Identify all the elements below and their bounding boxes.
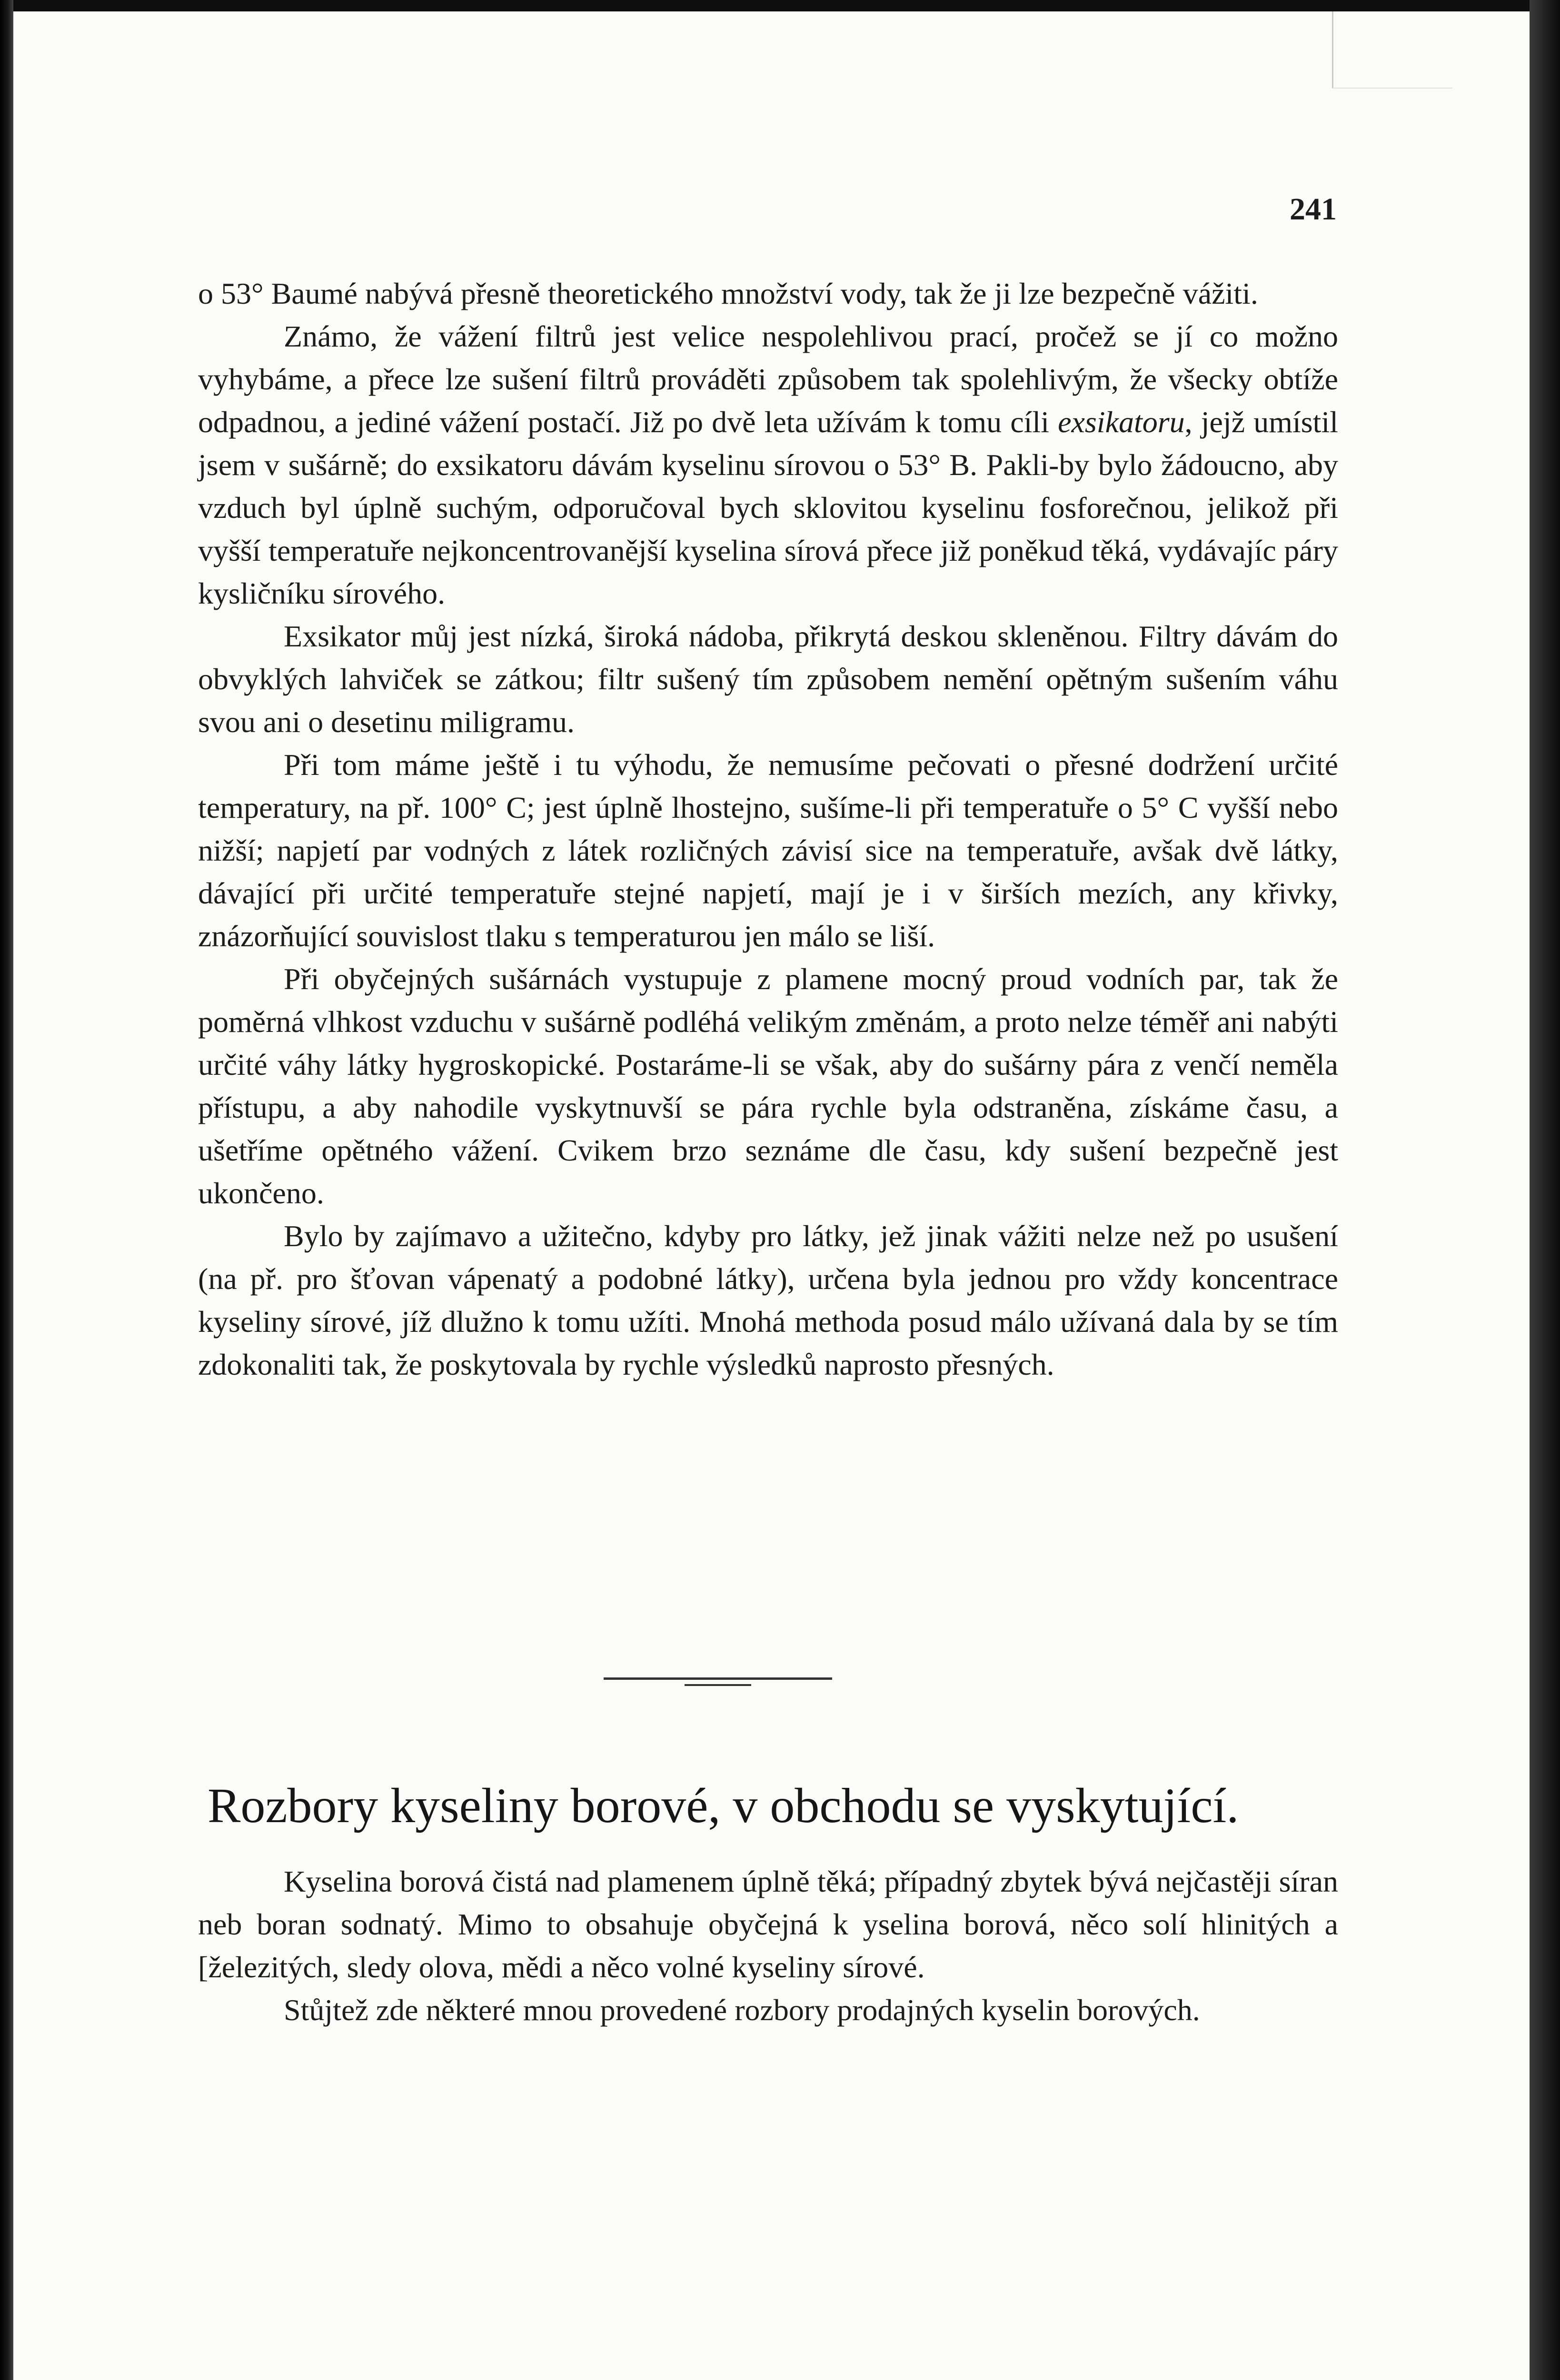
- section-divider: [604, 1673, 832, 1692]
- book-spine-shadow: [0, 0, 13, 2380]
- section-heading: Rozbory kyseliny borové, v obchodu se vyskytující.: [208, 1778, 1239, 1833]
- paragraph-exsikator: Exsikator můj jest nízká, široká nádoba, přikrytá deskou skleněnou. Filtry dávám do obvyklých lahviček se zátkou; filtr sušený tím způsobem nemění opětným sušením váhu svou ani o desetinu miligramu.: [198, 619, 1338, 739]
- paragraph-temperature: Při tom máme ještě i tu výhodu, že nemusíme pečovati o přesné dodržení určité temperatury, na př. 100° C; jest úplně lhostejno, sušíme-li při temperatuře o 5° C vyšší nebo nižší; napjetí par vodných z látek rozličných závisí sice na temperatuře, avšak dvě látky, dávající při určité temperatuře stejné napjetí, mají je i v širších mezích, any křivky, znázorňující souvislost tlaku s temperaturou jen málo se liší.: [198, 748, 1338, 953]
- paragraph-text: , jejž umístil jsem v sušárně; do exsikatoru dávám kyselinu sírovou o 53° B. Pakli-by bylo žádoucno, aby vzduch byl úplně suchým, odporučoval bych sklovitou kyselinu fosforečnou, jelikož při vyšší temperatuře nejkoncentrovanější kyselina sírová přece již poněkud těká, vydávajíc páry kysličníku sírového.: [198, 405, 1339, 610]
- page-number: 241: [1290, 192, 1337, 227]
- corner-mark: [1332, 11, 1452, 89]
- paragraph-drying-ovens: Při obyčejných sušárnách vystupuje z plamene mocný proud vodních par, tak že poměrná vlhkost vzduchu v sušárně podléhá velikým změnám, a proto nelze téměř ani nabýti určité váhy látky hygroskopické. Postaráme-li se však, aby do sušárny pára z venčí neměla přístupu, a aby nahodile vyskytnuvší se pára rychle byla odstraněna, získáme času, a ušetříme opětného vážení. Cvikem brzo seznáme dle času, kdy sušení bezpečně jest ukončeno.: [198, 962, 1338, 1210]
- paragraph-continuation: o 53° Baumé nabývá přesně theoretického množství vody, tak že ji lze bezpečně vážiti.: [198, 277, 1258, 310]
- section-text: [198, 1860, 1338, 2032]
- emphasis-exsikatoru: exsikatoru: [1058, 405, 1185, 439]
- page-edge-shadow: [1530, 0, 1560, 2380]
- paragraph-analyses: Stůjtež zde některé mnou provedené rozbory prodajných kyselin borových.: [284, 1993, 1200, 2027]
- paragraph-boric-acid: Kyselina borová čistá nad plamenem úplně těká; případný zbytek bývá nejčastěji síran neb boran sodnatý. Mimo to obsahuje obyčejná k yselina borová, něco solí hlinitých a [železitých, sledy olova, mědi a něco volné kyseliny sírové.: [198, 1864, 1338, 1984]
- divider-line: [604, 1677, 832, 1680]
- paragraph-conclusion: Bylo by zajímavo a užitečno, kdyby pro látky, jež jinak vážiti nelze než po usušení (na př. pro šťovan vápenatý a podobné látky), určena byla jednou pro vždy koncentrace kyseliny sírové, jíž dlužno k tomu užíti. Mnohá methoda posud málo užívaná dala by se tím zdokonaliti tak, že poskytovala by rychle výsledků naprosto přesných.: [198, 1219, 1338, 1381]
- paragraph-filters: [198, 315, 1338, 615]
- divider-line-short: [685, 1684, 751, 1686]
- paragraph-text: Známo, že vážení filtrů jest velice nespolehlivou prací, pročež se jí co možno vyhybáme, a přece lze sušení filtrů prováděti způsobem tak spolehlivým, že všecky obtíže odpadnou, a jediné vážení postačí. Již po dvě leta užívám k tomu cíli: [198, 319, 1338, 439]
- book-page: [13, 11, 1530, 2380]
- main-text: [198, 272, 1338, 1386]
